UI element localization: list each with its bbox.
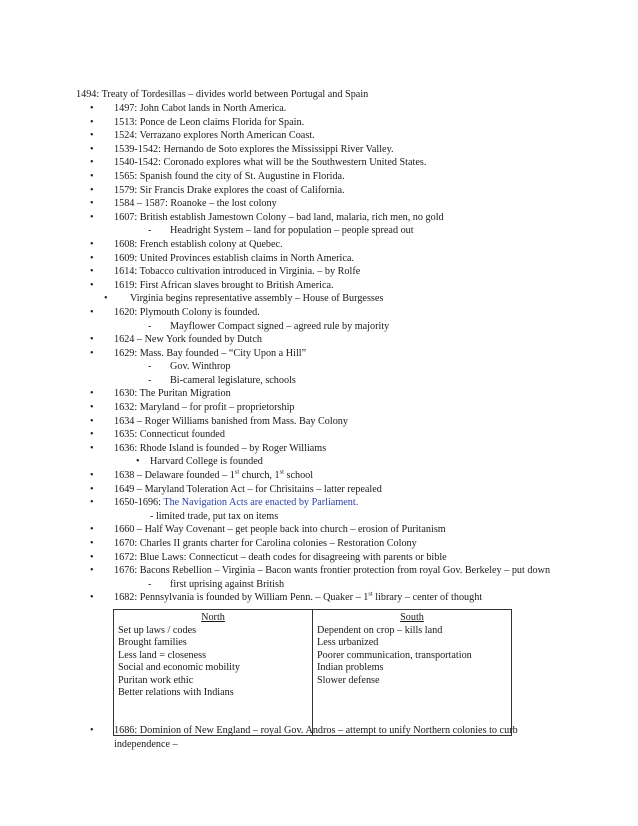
highlighted-text: The Navigation Acts are enacted by Parliament.: [163, 497, 359, 509]
bullet-icon: •: [90, 334, 94, 346]
bullet-icon: •: [90, 279, 94, 291]
item-text: 1619: First African slaves brought to British America.: [114, 279, 334, 291]
bullet-icon: •: [90, 130, 94, 142]
list-item: [0, 292, 638, 306]
list-item: [0, 510, 638, 524]
north-column: [114, 610, 313, 736]
bullet-icon: •: [90, 592, 94, 604]
north-trait: Puritan work ethic: [118, 674, 194, 686]
list-item: [0, 143, 638, 157]
item-text: 1539-1542: Hernando de Soto explores the Mississippi River Valley.: [114, 143, 394, 155]
sub-item-text: first uprising against British: [170, 578, 285, 590]
south-trait: Less urbanized: [317, 637, 379, 648]
list-item: [0, 265, 638, 279]
list-item: [0, 238, 638, 252]
list-item: [0, 455, 638, 469]
item-text: [114, 591, 482, 605]
bullet-icon: •: [90, 238, 94, 250]
sub-item-text: Mayflower Compact signed – agreed rule by majority: [170, 320, 390, 332]
item-text: 1634 – Roger Williams banished from Mass. Bay Colony: [114, 415, 348, 427]
item-text: 1540-1542: Coronado explores what will be the Southwestern United States.: [114, 157, 427, 169]
list-item: [0, 374, 638, 388]
north-trait: Brought families: [118, 637, 187, 648]
item-text: 1565: Spanish found the city of St. Augustine in Florida.: [114, 170, 345, 182]
bullet-icon: •: [90, 306, 94, 318]
bullet-icon: •: [90, 429, 94, 441]
bullet-icon: •: [90, 143, 94, 155]
bullet-icon: •: [90, 551, 94, 563]
item-text: [114, 496, 358, 510]
list-item: [0, 483, 638, 497]
page-heading: 1494: Treaty of Tordesillas – divides world between Portugal and Spain: [76, 89, 369, 100]
bullet-icon: •: [136, 456, 140, 468]
bullet-icon: •: [90, 470, 94, 482]
item-text: 1609: United Provinces establish claims in North America.: [114, 252, 354, 264]
ordinal-suffix: st: [234, 468, 240, 476]
note-text: - limited trade, put tax on items: [150, 510, 279, 522]
north-trait: Social and economic mobility: [118, 662, 240, 673]
list-item: [0, 211, 638, 225]
list-item: [0, 551, 638, 565]
list-item: [0, 347, 638, 361]
item-text-part: school: [283, 470, 314, 482]
bullet-icon: •: [90, 415, 94, 427]
item-text: 1670: Charles II grants charter for Carolina colonies – Restoration Colony: [114, 538, 417, 549]
south-trait: Poorer communication, transportation: [317, 649, 472, 661]
list-item: [0, 428, 638, 442]
list-item: [0, 224, 638, 238]
item-text: 1676: Bacons Rebellion – Virginia – Bacon wants frontier protection from royal Gov. Berkeley – put down: [114, 565, 551, 577]
north-trait: Set up laws / codes: [118, 624, 197, 636]
bullet-icon: •: [104, 293, 108, 305]
bullet-icon: •: [90, 347, 94, 359]
bullet-icon: •: [90, 402, 94, 414]
bullet-icon: •: [90, 184, 94, 196]
item-text: 1636: Rhode Island is founded – by Roger Williams: [114, 442, 327, 454]
item-text-part: 1650-1696:: [114, 497, 164, 509]
south-trait: Indian problems: [317, 662, 384, 673]
list-item: [0, 306, 638, 320]
south-list: [317, 625, 507, 688]
item-text: 1579: Sir Francis Drake explores the coast of California.: [114, 184, 345, 196]
south-trait: Dependent on crop – kills land: [317, 624, 443, 636]
north-trait: Less land = closeness: [118, 649, 207, 661]
item-text: 1620: Plymouth Colony is founded.: [114, 306, 260, 318]
item-text: 1649 – Maryland Toleration Act – for Chrisitains – latter repealed: [114, 483, 382, 495]
sub-item-text: Gov. Winthrop: [170, 361, 231, 373]
list-item: [0, 360, 638, 374]
list-item: [0, 129, 638, 143]
bullet-icon: •: [90, 483, 94, 495]
dash-icon: -: [148, 320, 152, 332]
north-trait: Better relations with Indians: [118, 687, 234, 698]
list-item: [0, 116, 638, 130]
south-header: South: [400, 612, 424, 623]
bullet-icon: •: [90, 388, 94, 400]
bullet-icon: •: [90, 497, 94, 509]
timeline-list: [0, 102, 638, 605]
list-item: [0, 469, 638, 483]
list-item: [0, 401, 638, 415]
list-item: [0, 523, 638, 537]
item-text-part: 1638 – Delaware founded – 1: [114, 470, 235, 482]
item-text: 1497: John Cabot lands in North America.: [114, 103, 287, 114]
item-text-part: church, 1: [239, 470, 280, 482]
ordinal-suffix: st: [368, 590, 373, 598]
bullet-icon: •: [90, 170, 94, 182]
dash-icon: -: [148, 578, 152, 590]
list-item: [0, 252, 638, 266]
list-item: [0, 102, 638, 116]
item-text: 1624 – New York founded by Dutch: [114, 334, 262, 346]
dash-icon: -: [148, 374, 152, 386]
north-list: [118, 625, 308, 700]
item-text: 1513: Ponce de Leon claims Florida for Spain.: [114, 116, 305, 128]
sub-item-text: Harvard College is founded: [150, 456, 263, 468]
item-text: 1607: British establish Jamestown Colony – bad land, malaria, rich men, no gold: [114, 211, 444, 223]
bullet-icon: •: [90, 211, 94, 223]
list-item: [0, 320, 638, 334]
list-item: [0, 564, 638, 578]
sub-item-text: Bi-cameral legislature, schools: [170, 374, 296, 386]
north-south-table: [113, 609, 512, 736]
bullet-icon: •: [90, 103, 94, 114]
list-item: [0, 591, 638, 605]
item-text: 1584 – 1587: Roanoke – the lost colony: [114, 198, 277, 210]
list-item: [0, 156, 638, 170]
list-item: [0, 279, 638, 293]
ordinal-suffix: st: [279, 468, 284, 476]
item-text: 1630: The Puritan Migration: [114, 388, 231, 400]
item-text: 1635: Connecticut founded: [114, 429, 225, 441]
item-text-part: library – center of thought: [372, 592, 483, 604]
item-text: 1608: French establish colony at Quebec.: [114, 238, 283, 250]
south-column: [313, 610, 512, 736]
south-trait: Slower defense: [317, 674, 380, 686]
list-item: [0, 442, 638, 456]
list-item: [0, 496, 638, 510]
list-item: [0, 415, 638, 429]
sub-item-text: Virginia begins representative assembly – House of Burgesses: [130, 293, 384, 305]
sub-item-text: Headright System – land for population – people spread out: [170, 225, 414, 237]
item-text: 1614: Tobacco cultivation introduced in Virginia. – by Rolfe: [114, 266, 361, 278]
item-text: 1660 – Half Way Covenant – get people back into church – erosion of Puritanism: [114, 524, 446, 536]
bullet-icon: •: [90, 538, 94, 549]
list-item: [0, 184, 638, 198]
item-text-part: 1682: Pennsylvania is founded by William Penn. – Quaker – 1: [114, 592, 369, 604]
dash-icon: -: [148, 361, 152, 373]
bullet-icon: •: [90, 266, 94, 278]
north-header: North: [201, 612, 225, 623]
list-item: [0, 333, 638, 347]
item-text: 1524: Verrazano explores North American Coast.: [114, 130, 315, 142]
item-text: 1629: Mass. Bay founded – “City Upon a Hill”: [114, 347, 307, 359]
bullet-icon: •: [90, 524, 94, 536]
item-text: [114, 469, 313, 483]
list-item: [0, 537, 638, 551]
bullet-icon: •: [90, 157, 94, 169]
bullet-icon: •: [90, 565, 94, 577]
bullet-icon: •: [90, 442, 94, 454]
bullet-icon: •: [90, 252, 94, 264]
bullet-icon: •: [90, 725, 94, 736]
bullet-icon: •: [90, 116, 94, 128]
dash-icon: -: [148, 225, 152, 237]
list-item: [0, 578, 638, 592]
list-item: [0, 387, 638, 401]
item-text: 1632: Maryland – for profit – proprietorship: [114, 402, 295, 414]
list-item: [0, 197, 638, 211]
final-item-line-1: 1686: Dominion of New England – royal Gov. Andros – attempt to unify Northern colonies to curb: [114, 725, 518, 736]
list-item: [0, 170, 638, 184]
final-item-line-2: independence –: [114, 738, 178, 750]
bullet-icon: •: [90, 198, 94, 210]
item-text: 1672: Blue Laws: Connecticut – death codes for disagreeing with parents or bible: [114, 551, 447, 563]
